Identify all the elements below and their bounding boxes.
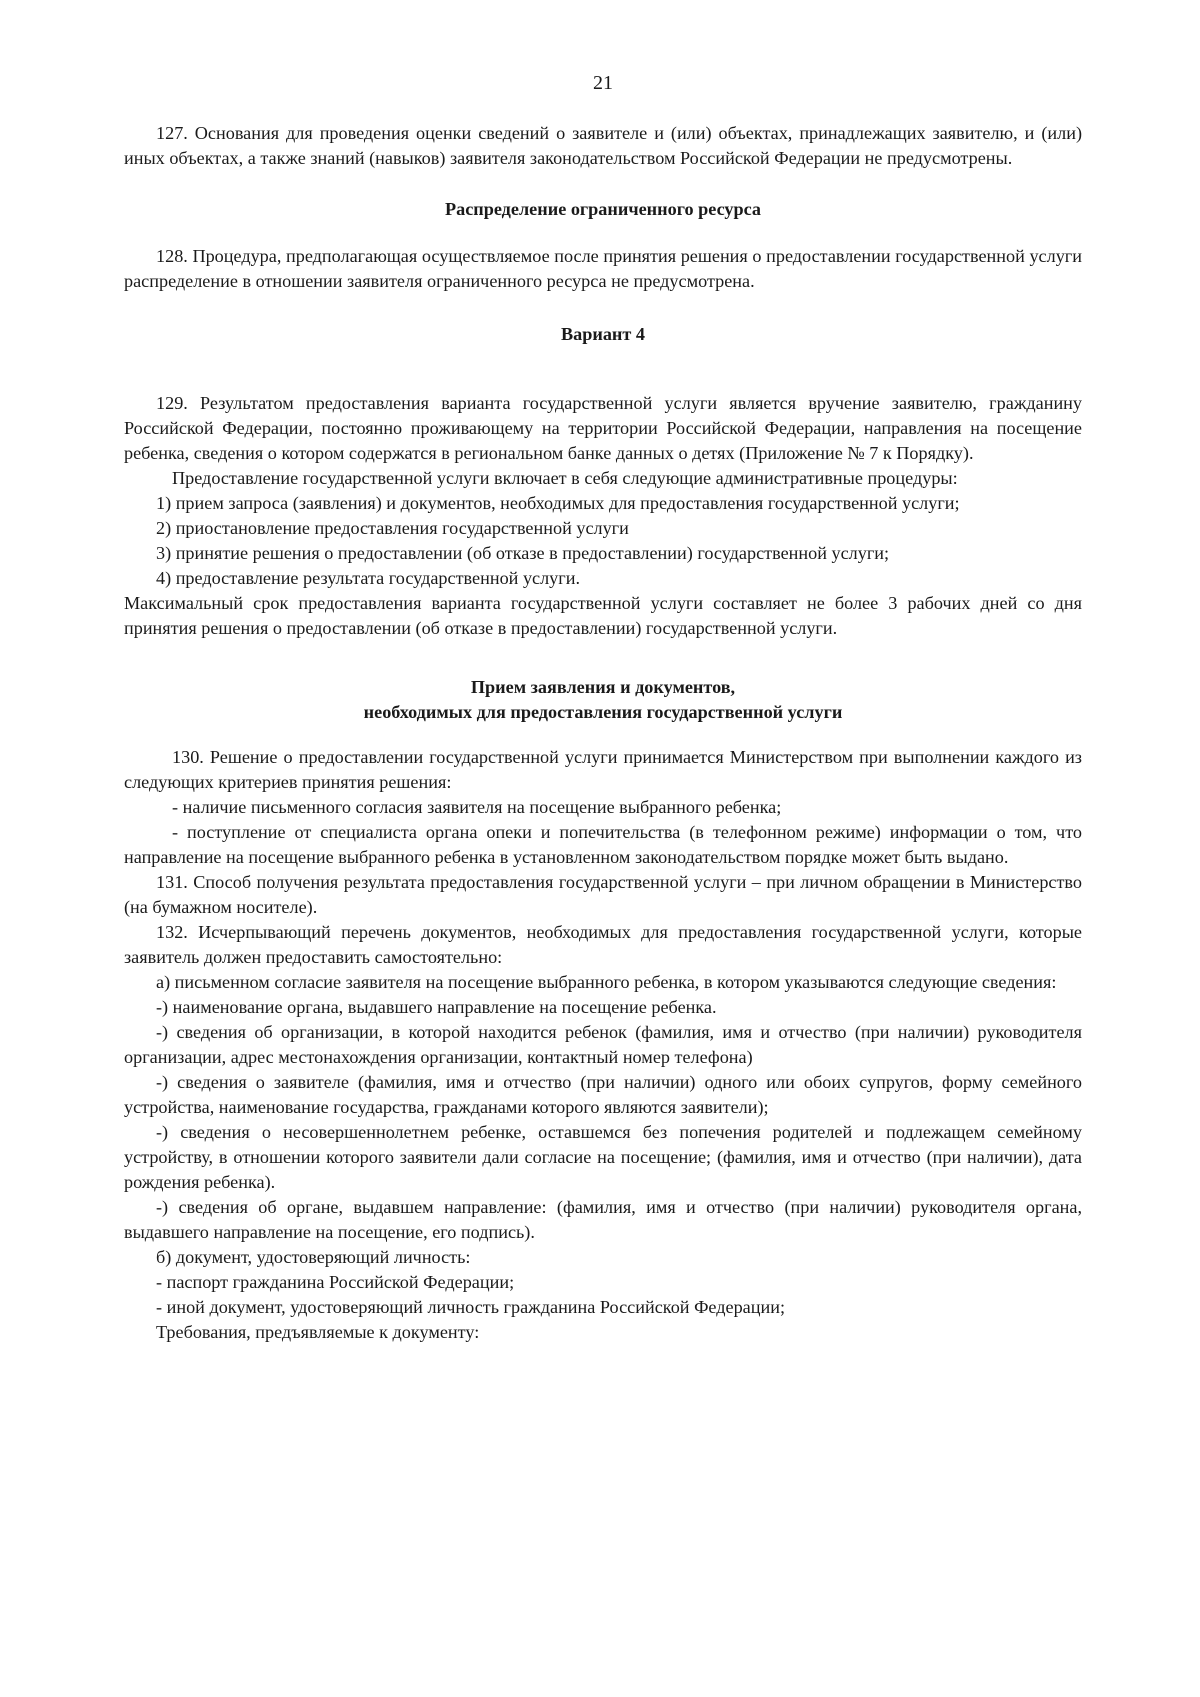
paragraph-132-b-item-2: - иной документ, удостоверяющий личность гражданина Российской Федерации; [156,1297,786,1317]
heading-reception-documents [124,675,1082,725]
paragraph-132-a-item-4: -) сведения о несовершеннолетнем ребенке, оставшемся без попечения родителей и подлежащем семейному устройству, в отношении которого заявители дали согласие на посещение; (фамилия, имя и отчество (при наличии), дата рождения ребенка). [124,1122,1082,1192]
paragraph-132-a-item-3: -) сведения о заявителе (фамилия, имя и отчество (при наличии) одного или обоих супругов, форму семейного устройства, наименование государства, гражданами которого являются заявители); [124,1072,1082,1117]
paragraph-132-a: а) письменном согласие заявителя на посещение выбранного ребенка, в котором указываются следующие сведения: [156,972,1057,992]
heading-reception-line-2: необходимых для предоставления государственной услуги [363,702,843,722]
paragraph-130-criterion-1: - наличие письменного согласия заявителя на посещение выбранного ребенка; [172,797,782,817]
paragraph-132-a-item-5: -) сведения об органе, выдавшем направление: (фамилия, имя и отчество (при наличии) руководителя органа, выдавшего направление на посещение, его подпись). [124,1197,1082,1242]
procedure-item-4: 4) предоставление результата государственной услуги. [156,568,581,588]
paragraph-130: 130. Решение о предоставлении государственной услуги принимается Министерством при выполнении каждого из следующих критериев принятия решения: [124,747,1082,792]
paragraph-132-a-item-1: -) наименование органа, выдавшего направление на посещение ребенка. [156,997,717,1017]
procedure-item-3: 3) принятие решения о предоставлении (об отказе в предоставлении) государственной услуги; [156,543,890,563]
paragraph-132: 132. Исчерпывающий перечень документов, необходимых для предоставления государственной услуги, которые заявитель должен предоставить самостоятельно: [124,922,1082,967]
procedure-item-1: 1) прием запроса (заявления) и документов, необходимых для предоставления государственной услуги; [156,493,960,513]
heading-reception-line-1: Прием заявления и документов, [470,677,736,697]
procedure-item-2: 2) приостановление предоставления государственной услуги [156,518,629,538]
page-number: 21 [593,72,613,94]
paragraph-128: 128. Процедура, предполагающая осуществляемое после принятия решения о предоставлении государственной услуги распределение в отношении заявителя ограниченного ресурса не предусмотрена. [124,246,1082,291]
paragraph-132-a-item-2: -) сведения об организации, в которой находится ребенок (фамилия, имя и отчество (при наличии) руководителя организации, адрес местонахождения организации, контактный номер телефона) [124,1022,1082,1067]
paragraph-130-criterion-2: - поступление от специалиста органа опеки и попечительства (в телефонном режиме) информации о том, что направление на посещение выбранного ребенка в установленном законодательством порядке может быть выдано. [124,822,1082,867]
paragraph-132-b-item-1: - паспорт гражданина Российской Федерации; [156,1272,515,1292]
paragraph-129: 129. Результатом предоставления варианта государственной услуги является вручение заявителю, гражданину Российской Федерации, постоянно проживающему на территории Российской Федерации, направления на посещение ребенка, сведения о котором содержатся в региональном банке данных о детях (Приложение № 7 к Порядку). [124,393,1082,463]
heading-resource-distribution: Распределение ограниченного ресурса [444,199,762,219]
paragraph-132-requirements: Требования, предъявляемые к документу: [156,1322,480,1342]
paragraph-132-b: б) документ, удостоверяющий личность: [156,1247,471,1267]
paragraph-127: 127. Основания для проведения оценки сведений о заявителе и (или) объектах, принадлежащих заявителю, и (или) иных объектах, а также знаний (навыков) заявителя законодательством Российской Федерации не предусмотрены. [124,123,1082,168]
paragraph-129-procedures-intro: Предоставление государственной услуги включает в себя следующие административные процедуры: [172,468,958,488]
paragraph-131: 131. Способ получения результата предоставления государственной услуги – при личном обращении в Министерство (на бумажном носителе). [124,872,1082,917]
paragraph-129-max-term: Максимальный срок предоставления варианта государственной услуги составляет не более 3 рабочих дней со дня принятия решения о предоставлении (об отказе в предоставлении) государственной услуги. [124,593,1082,638]
heading-variant-4: Вариант 4 [561,324,645,344]
